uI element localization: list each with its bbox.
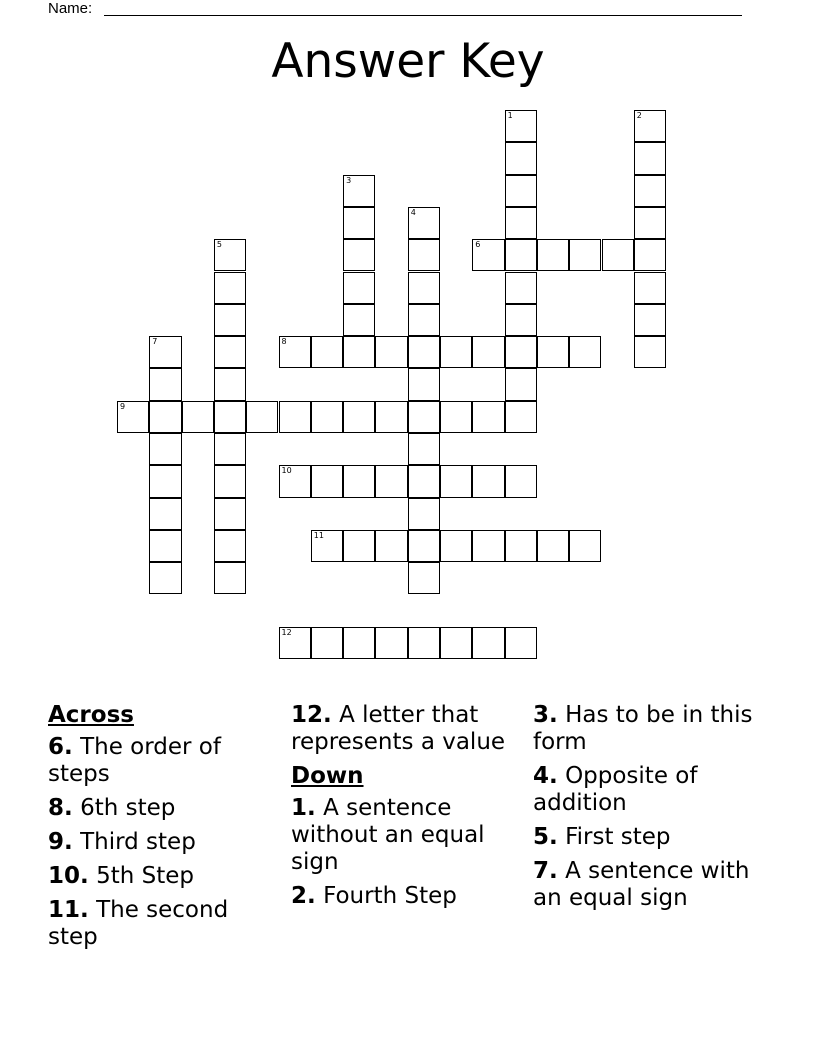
grid-cell[interactable] [634,110,666,142]
grid-cell[interactable] [408,239,440,271]
grid-cell[interactable] [505,530,537,562]
grid-cell[interactable] [440,530,472,562]
grid-cell[interactable] [472,627,504,659]
grid-cell[interactable] [343,175,375,207]
grid-cell[interactable] [440,336,472,368]
clue-number: 2 [636,111,642,120]
clue-number: 1 [507,111,513,120]
grid-cell[interactable] [343,304,375,336]
grid-cell[interactable] [375,627,407,659]
grid-cell[interactable] [408,627,440,659]
grid-cell[interactable] [343,336,375,368]
grid-cell[interactable] [311,336,343,368]
grid-cell[interactable] [634,207,666,239]
grid-cell[interactable] [343,239,375,271]
down-clue: 2. Fourth Step [291,883,457,909]
grid-cell[interactable] [311,627,343,659]
grid-cell[interactable] [375,530,407,562]
clue-column-1 [48,702,278,958]
grid-cell[interactable] [343,627,375,659]
grid-cell[interactable] [375,465,407,497]
grid-cell[interactable] [343,272,375,304]
across-clue: 12. A letter that represents a value [291,702,506,755]
grid-cell[interactable] [182,401,214,433]
grid-cell[interactable] [279,336,311,368]
grid-cell[interactable] [440,627,472,659]
clue-number: 8 [281,337,287,347]
clue-number: 10 [281,466,292,476]
grid-cell[interactable] [505,336,537,368]
grid-cell[interactable] [472,239,504,271]
grid-cell[interactable] [537,239,569,271]
grid-cell[interactable] [505,368,537,400]
grid-cell[interactable] [408,465,440,497]
grid-cell[interactable] [408,368,440,400]
down-clue: 1. A sentence without an equal sign [291,795,485,875]
clue-number: 12 [281,627,292,637]
grid-cell[interactable] [279,627,311,659]
grid-cell[interactable] [537,336,569,368]
grid-cell[interactable] [214,498,246,530]
across-clue: 8. 6th step [48,795,176,821]
grid-cell[interactable] [343,401,375,433]
grid-cell[interactable] [505,239,537,271]
grid-cell[interactable] [214,530,246,562]
grid-cell[interactable] [537,530,569,562]
grid-cell[interactable] [408,304,440,336]
clue-number: 9 [120,401,126,411]
grid-cell[interactable] [214,401,246,433]
clue-column-3 [533,702,783,919]
grid-cell[interactable] [569,530,601,562]
down-heading: Down [291,763,364,789]
grid-cell[interactable] [149,433,181,465]
grid-cell[interactable] [279,401,311,433]
grid-cell[interactable] [214,272,246,304]
across-clue: 9. Third step [48,829,196,855]
across-clue: 6. The order of steps [48,734,221,787]
grid-cell[interactable] [214,368,246,400]
across-heading: Across [48,702,134,728]
across-clue: 10. 5th Step [48,863,194,889]
name-label: Name: [48,0,93,17]
grid-cell[interactable] [279,465,311,497]
grid-cell[interactable] [602,239,634,271]
grid-cell[interactable] [472,465,504,497]
grid-cell[interactable] [214,465,246,497]
down-clue: 5. First step [533,824,671,850]
grid-cell[interactable] [408,336,440,368]
clue-number: 11 [313,530,324,540]
grid-cell[interactable] [440,465,472,497]
grid-cell[interactable] [375,401,407,433]
grid-cell[interactable] [505,110,537,142]
grid-cell[interactable] [472,530,504,562]
grid-cell[interactable] [505,175,537,207]
grid-cell[interactable] [440,401,472,433]
clue-number: 5 [216,240,222,250]
grid-cell[interactable] [214,433,246,465]
across-clue: 11. The second step [48,897,229,950]
grid-cell[interactable] [149,401,181,433]
grid-cell[interactable] [149,336,181,368]
grid-cell[interactable] [408,530,440,562]
grid-cell[interactable] [311,401,343,433]
grid-cell[interactable] [375,336,407,368]
grid-cell[interactable] [634,239,666,271]
clue-number: 3 [346,175,352,185]
grid-cell[interactable] [149,498,181,530]
grid-cell[interactable] [569,239,601,271]
grid-cell[interactable] [505,627,537,659]
grid-cell[interactable] [214,562,246,594]
grid-cell[interactable] [505,142,537,174]
down-clue: 7. A sentence with an equal sign [533,858,750,911]
grid-cell[interactable] [343,530,375,562]
clue-number: 6 [475,240,481,250]
grid-cell[interactable] [311,530,343,562]
grid-cell[interactable] [634,142,666,174]
grid-cell[interactable] [408,433,440,465]
grid-cell[interactable] [505,304,537,336]
grid-cell[interactable] [505,207,537,239]
down-clue: 3. Has to be in this form [533,702,753,755]
grid-cell[interactable] [408,272,440,304]
grid-cell[interactable] [408,207,440,239]
grid-cell[interactable] [634,272,666,304]
grid-cell[interactable] [408,498,440,530]
grid-cell[interactable] [634,175,666,207]
grid-cell[interactable] [311,465,343,497]
grid-cell[interactable] [343,207,375,239]
grid-cell[interactable] [149,562,181,594]
down-clue: 4. Opposite of addition [533,763,698,816]
grid-cell[interactable] [505,272,537,304]
clue-number: 7 [152,337,158,347]
grid-cell[interactable] [214,304,246,336]
grid-cell[interactable] [472,401,504,433]
grid-cell[interactable] [505,401,537,433]
grid-cell[interactable] [472,336,504,368]
grid-cell[interactable] [246,401,278,433]
grid-cell[interactable] [149,465,181,497]
clue-column-2 [291,702,531,917]
grid-cell[interactable] [408,562,440,594]
grid-cell[interactable] [117,401,149,433]
grid-cell[interactable] [408,401,440,433]
grid-cell[interactable] [634,336,666,368]
grid-cell[interactable] [149,530,181,562]
clue-number: 4 [410,207,416,217]
grid-cell[interactable] [505,465,537,497]
grid-cell[interactable] [214,336,246,368]
page-title: Answer Key [271,34,545,89]
grid-cell[interactable] [214,239,246,271]
grid-cell[interactable] [149,368,181,400]
grid-cell[interactable] [569,336,601,368]
grid-cell[interactable] [634,304,666,336]
grid-cell[interactable] [343,465,375,497]
